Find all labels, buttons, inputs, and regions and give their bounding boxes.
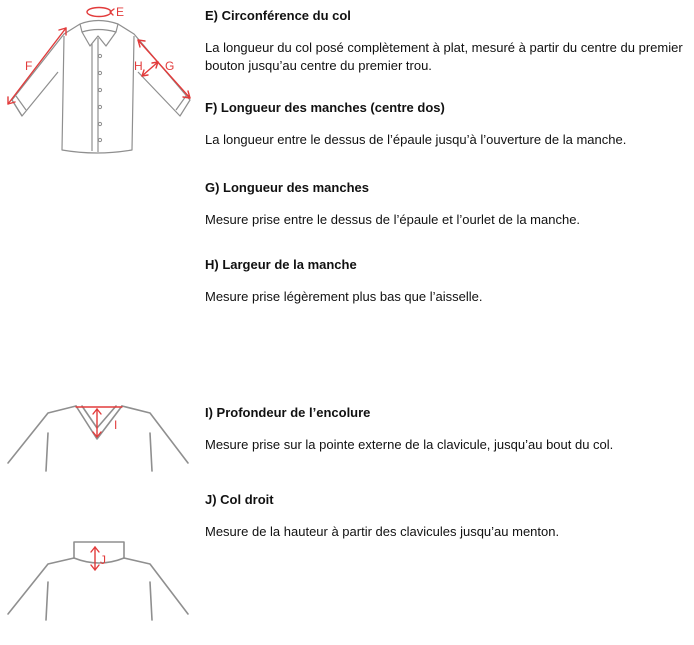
shirt-buttons: [98, 54, 101, 141]
entry-j-title: J) Col droit: [205, 492, 274, 507]
label-i: I: [114, 418, 118, 432]
label-f: F: [25, 59, 33, 73]
entry-g-title: G) Longueur des manches: [205, 180, 369, 195]
entry-e-description: La longueur du col posé complètement à plat, mesuré à partir du centre du premier bouton jusqu’au centre du premier trou.: [205, 40, 683, 73]
label-j: J: [100, 553, 106, 567]
shirt-collar: [80, 21, 118, 33]
label-g: G: [165, 59, 175, 73]
entry-f-description: La longueur entre le dessus de l’épaule jusqu’à l’ouverture de la manche.: [205, 132, 627, 147]
label-e: E: [116, 5, 125, 19]
entry-j: [205, 491, 690, 541]
measure-g-mark: [138, 40, 190, 98]
measure-e-mark: [87, 8, 114, 17]
entry-j-description: Mesure de la hauteur à partir des clavicules jusqu’au menton.: [205, 524, 560, 539]
neckline-figure: [0, 395, 200, 475]
entry-i-title: I) Profondeur de l’encolure: [205, 405, 371, 420]
entry-e: [205, 7, 690, 75]
entry-h-title: H) Largeur de la manche: [205, 257, 357, 272]
entry-f: [205, 99, 690, 149]
neckline-illustration: [0, 395, 200, 475]
entry-g: [205, 179, 690, 229]
measure-j-mark: [91, 547, 99, 570]
entry-i: [205, 404, 690, 454]
shirt-illustration: [0, 0, 200, 165]
label-h: H: [134, 59, 143, 73]
shirt-right-sleeve: [118, 24, 190, 116]
entry-i-description: Mesure prise sur la pointe externe de la clavicule, jusqu’au bout du col.: [205, 437, 614, 452]
measure-h-mark: [142, 62, 158, 76]
shirt-left-sleeve: [12, 24, 80, 116]
entry-g-description: Mesure prise entre le dessus de l’épaule et l’ourlet de la manche.: [205, 212, 581, 227]
shirt-figure: [0, 0, 200, 165]
entry-h: [205, 256, 690, 306]
entry-f-title: F) Longueur des manches (centre dos): [205, 100, 445, 115]
entry-e-title: E) Circonférence du col: [205, 8, 351, 23]
entry-h-description: Mesure prise légèrement plus bas que l’aisselle.: [205, 289, 483, 304]
collar-illustration: [0, 538, 200, 623]
measure-f-mark: [8, 28, 66, 104]
collar-figure: [0, 538, 200, 623]
